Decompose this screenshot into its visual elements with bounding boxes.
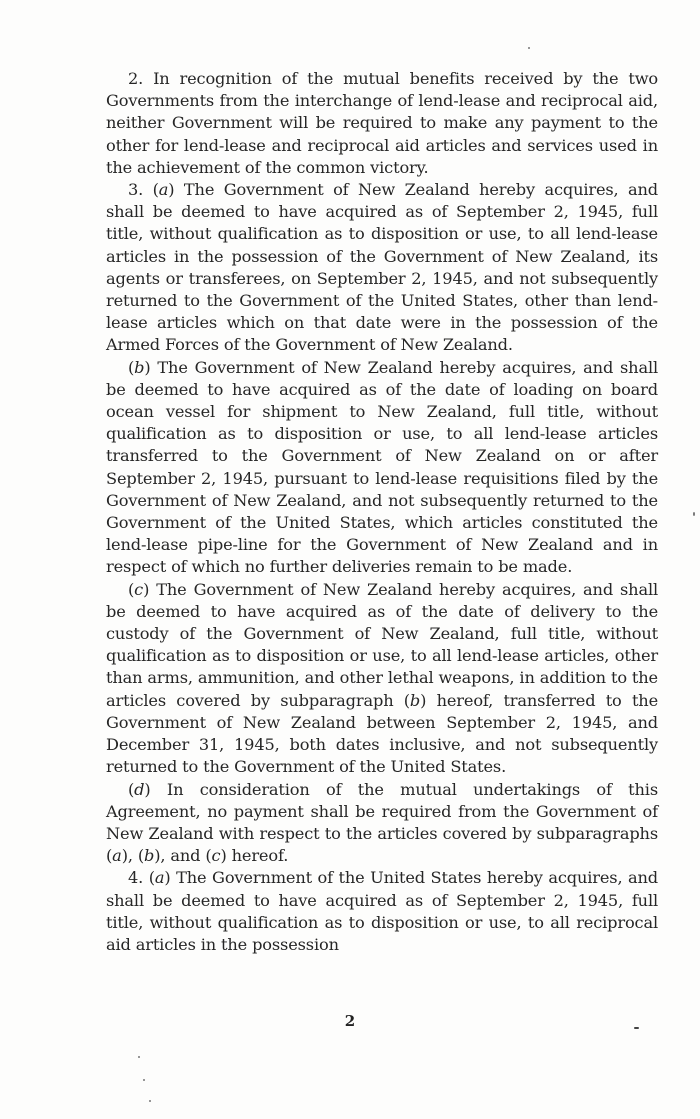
subparagraph-letter: a: [158, 180, 169, 200]
paragraph-text: ) The Government of the United States hereby acquires, and shall be deemed to have acquired as of September 2, 1945, full title, without qualification as to disposition or use, to all reciprocal aid articles in the possession: [106, 868, 659, 954]
paragraph-text: ), (: [121, 846, 145, 866]
paragraph-text: (: [128, 779, 135, 799]
scan-speck: [693, 512, 695, 516]
scan-speck: [634, 1027, 639, 1029]
paragraph-text: (: [128, 579, 135, 599]
subparagraph-letter: b: [409, 690, 421, 710]
body-text: [106, 68, 658, 956]
paragraph-p3d: [106, 779, 658, 868]
paragraph-p4a: [106, 867, 658, 956]
subparagraph-letter: c: [134, 579, 144, 599]
paragraph-p3c: [106, 579, 658, 779]
scan-speck: [143, 1079, 145, 1081]
paragraph-text: ) hereof, transferred to the Government of New Zealand between September 2, 1945, and December 31, 1945, both dates inclusive, and not subsequently returned to the Government of the United States.: [106, 690, 658, 777]
paragraph-text: ) In consideration of the mutual undertakings of this Agreement, no payment shall be required from the Government of New Zealand with respect to the articles covered by subparagraphs (: [106, 779, 658, 866]
scan-speck: [528, 47, 530, 49]
paragraph-text: 2. In recognition of the mutual benefits received by the two Governments from the interchange of lend-lease and reciprocal aid, neither Government will be required to make any payment to the other for lend-lease and reciprocal aid articles and services used in the achievement of the common victory.: [106, 69, 658, 177]
paragraph-text: ) hereof.: [220, 846, 289, 866]
scan-speck: [149, 1100, 151, 1102]
paragraph-text: ) The Government of New Zealand hereby acquires, and shall be deemed to have acquired as of the date of delivery to the custody of the Government of New Zealand, full title, without qualification as to disposition or use, to all lend-lease articles, other than arms, ammunition, and other lethal weapons, in addition to the articles covered by subparagraph (: [106, 579, 658, 710]
subparagraph-letter: c: [211, 846, 221, 866]
paragraph-text: 4. (: [128, 868, 155, 888]
paragraph-p3b: [106, 357, 658, 579]
paragraph-text: (: [128, 357, 135, 377]
paragraph-text: ) The Government of New Zealand hereby acquires, and shall be deemed to have acquired as of the date of loading on board ocean vessel for shipment to New Zealand, full title, without qualification as to disposition or use, to all lend-lease articles transferred to the Government of New Zealand on or after September 2, 1945, pursuant to lend-lease requisitions filed by the Government of New Zealand, and not subsequently returned to the Government of the United States, which articles constituted the lend-lease pipe-line for the Government of New Zealand and in respect of which no further deliveries remain to be made.: [106, 357, 658, 577]
paragraph-p2: [106, 68, 658, 179]
subparagraph-letter: b: [144, 846, 155, 866]
paragraph-text: ), and (: [154, 846, 212, 866]
subparagraph-letter: d: [134, 779, 145, 799]
subparagraph-letter: a: [112, 846, 122, 866]
subparagraph-letter: a: [154, 868, 165, 888]
page-number: 2: [344, 1012, 356, 1030]
subparagraph-letter: b: [134, 357, 145, 377]
scan-speck: [138, 1056, 140, 1058]
paragraph-text: 3. (: [128, 180, 159, 200]
paragraph-text: ) The Government of New Zealand hereby acquires, and shall be deemed to have acquired as of September 2, 1945, full title, without qualification as to disposition or use, to all lend-lease articles in the possession of the Government of New Zealand, its agents or transferees, on September 2, 1945, and not subsequently returned to the Government of the United States, other than lend-lease articles which on that date were in the possession of the Armed Forces of the Government of New Zealand.: [106, 180, 658, 355]
paragraph-p3a: [106, 179, 658, 357]
